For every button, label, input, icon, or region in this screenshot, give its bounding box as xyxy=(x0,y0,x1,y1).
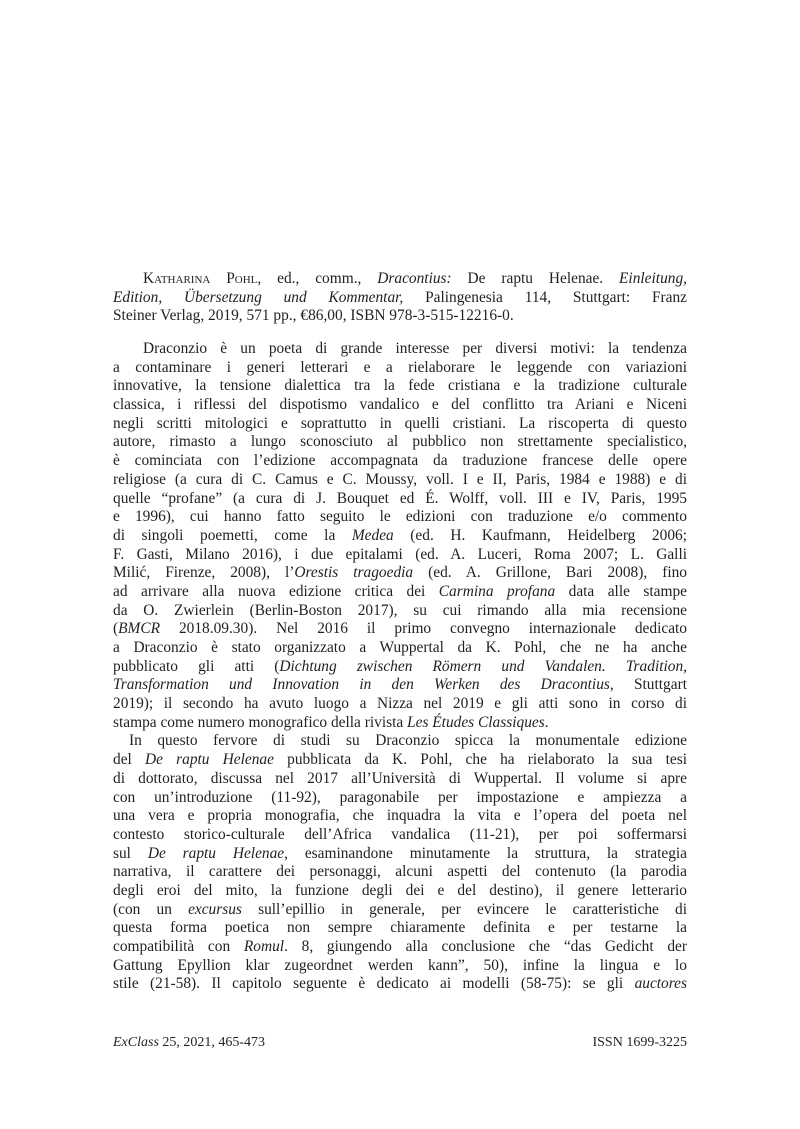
paragraph-line xyxy=(113,583,687,602)
italic-text: Transformation und Innovation in den Werken des Dracontius xyxy=(113,676,610,694)
paragraph-line xyxy=(113,957,687,976)
paragraph-line xyxy=(113,527,687,546)
italic-text: Dracontius: xyxy=(377,270,452,287)
text-segment: pubblicata da K. Pohl, che ha rielaborato la sua tesi xyxy=(273,751,687,769)
italic-text: Dichtung zwischen Römern und Vandalen. Tradition, xyxy=(279,657,688,675)
text-segment: di dottorato, discussa nel 2017 all’Università di Wuppertal. Il volume si apre xyxy=(113,769,687,787)
text-segment: ( xyxy=(113,620,119,638)
paragraph-line xyxy=(113,658,687,677)
header-line xyxy=(113,270,687,289)
paragraph-line xyxy=(113,377,687,396)
text-segment: stile (21-58). Il capitolo seguente è dedicato ai modelli (58-75): se gli xyxy=(113,975,635,993)
journal-name: ExClass xyxy=(113,1035,159,1050)
paragraph-line xyxy=(113,845,687,864)
text-segment: Gattung Epyllion klar zugeordnet werden kann”, 50), infine la lingua e lo xyxy=(113,956,687,974)
italic-text: Medea xyxy=(351,526,394,544)
text-segment: a Draconzio è stato organizzato a Wuppertal da K. Pohl, che ne ha anche xyxy=(113,639,687,656)
paragraph-line xyxy=(113,807,687,826)
review-body xyxy=(113,340,687,994)
paragraph-line xyxy=(113,415,687,434)
paragraph-line xyxy=(113,732,687,751)
text-segment: De raptu Helenae. xyxy=(451,270,620,287)
italic-text: auctores xyxy=(634,975,687,993)
paragraph-line xyxy=(113,938,687,957)
paragraph-line xyxy=(113,714,687,733)
issn: ISSN 1699-3225 xyxy=(592,1035,687,1050)
paragraph-line xyxy=(113,452,687,471)
text-segment: narrativa, il carattere dei personaggi, alcuni aspetti del contenuto (la parodia xyxy=(113,863,687,881)
text-segment: Steiner Verlag, 2019, 571 pp., €86,00, ISBN 978-3-515-12216-0. xyxy=(113,307,514,325)
text-segment: autore, rimasto a lungo sconosciuto al pubblico non strettamente specialistico, xyxy=(113,433,687,451)
text-segment: In questo fervore di studi su Draconzio spicca la monumentale edizione xyxy=(129,732,687,750)
paragraph-line xyxy=(113,620,687,639)
text-segment: a contaminare i generi letterari e a rielaborare le leggende con variazioni xyxy=(113,358,687,376)
paragraph-line xyxy=(113,490,687,509)
text-segment: data alle stampe xyxy=(555,582,687,600)
paragraph-line xyxy=(113,564,687,583)
text-segment: Milić, Firenze, 2008), l’ xyxy=(113,564,295,582)
italic-text: De raptu Helenae xyxy=(147,844,285,862)
paragraph-line xyxy=(113,396,687,415)
text-segment: questa forma poetica non sempre chiaramente definita e per testarne la xyxy=(113,919,687,937)
text-segment: , Stuttgart xyxy=(609,676,687,694)
italic-text: De raptu Helenae xyxy=(145,751,274,769)
paragraph-line xyxy=(113,919,687,938)
text-segment: contesto storico-culturale dell’Africa vandalica (11-21), per poi soffermarsi xyxy=(113,825,687,843)
paragraph xyxy=(113,340,687,732)
text-segment: Draconzio è un poeta di grande interesse per diversi motivi: la tendenza xyxy=(143,340,687,357)
text-segment: religiose (a cura di C. Camus e C. Moussy, voll. I e II, Paris, 1984 e 1988) e di xyxy=(113,470,687,488)
paragraph-line xyxy=(113,975,687,994)
review-bibliographic-header xyxy=(113,270,687,326)
author-name: Katharina Pohl xyxy=(143,270,258,287)
text-segment: e 1996), cui hanno fatto seguito le edizioni con traduzione e/o commento xyxy=(113,508,687,526)
text-segment: innovative, la tensione dialettica tra la fede cristiana e la tradizione culturale xyxy=(113,377,687,395)
text-segment: da O. Zwierlein (Berlin-Boston 2017), su cui rimando alla mia recensione xyxy=(113,601,687,619)
paragraph-line xyxy=(113,602,687,621)
paragraph-line xyxy=(113,508,687,527)
paragraph-line xyxy=(113,882,687,901)
journal-citation xyxy=(113,1034,265,1052)
paragraph-line xyxy=(113,695,687,714)
paragraph xyxy=(113,732,687,994)
paragraph-line xyxy=(113,359,687,378)
text-segment: , esaminandone minutamente la struttura, la strategia xyxy=(284,844,687,862)
italic-text: Orestis tragoedia xyxy=(294,564,414,582)
text-segment: (con un xyxy=(113,900,189,918)
paragraph-line xyxy=(113,639,687,658)
text-segment: una vera e propria monografia, che inquadra la vita e l’opera del poeta nel xyxy=(113,807,687,825)
text-segment: 2019); il secondo ha avuto luogo a Nizza nel 2019 e gli atti sono in corso di xyxy=(113,695,687,713)
paragraph-line xyxy=(113,789,687,808)
paragraph-line xyxy=(113,471,687,490)
text-segment: Palingenesia 114, Stuttgart: Franz xyxy=(403,288,687,306)
text-segment: . 8, giungendo alla conclusione che “das Gedicht der xyxy=(284,938,687,955)
text-segment: del xyxy=(113,751,145,769)
text-segment: sul xyxy=(113,844,148,862)
italic-text: excursus xyxy=(188,900,242,918)
paragraph-line xyxy=(113,340,687,359)
text-segment: negli scritti mitologici e soprattutto in quelli cristiani. La riscoperta di questo xyxy=(113,414,687,432)
italic-text: Einleitung, xyxy=(619,270,687,287)
italic-text: Carmina profana xyxy=(438,582,556,600)
paragraph-line xyxy=(113,546,687,565)
paragraph-line xyxy=(113,770,687,789)
paragraph-line xyxy=(113,826,687,845)
italic-text: BMCR xyxy=(118,620,161,638)
italic-text: Edition, Übersetzung und Kommentar, xyxy=(113,288,404,306)
text-segment: . xyxy=(544,713,549,731)
paragraph-line xyxy=(113,751,687,770)
volume-pages: 25, 2021, 465-473 xyxy=(158,1035,266,1050)
text-segment: con un’introduzione (11-92), paragonabile per impostazione e ampiezza a xyxy=(113,788,687,806)
text-segment: pubblicato gli atti ( xyxy=(113,657,280,675)
text-segment: classica, i riflessi del dispotismo vandalico e del conflitto tra Ariani e Niceni xyxy=(113,396,687,414)
text-segment: quelle “profane” (a cura di J. Bouquet ed É. Wolff, voll. III e IV, Paris, 1995 xyxy=(113,489,687,507)
italic-text: Romul xyxy=(243,938,285,955)
text-segment: compatibilità con xyxy=(113,938,244,955)
text-segment: (ed. A. Grillone, Bari 2008), fino xyxy=(413,564,687,582)
text-segment: di singoli poemetti, come la xyxy=(113,526,352,544)
text-segment: sull’epillio in generale, per evincere le caratteristiche di xyxy=(241,900,687,918)
paragraph-line xyxy=(113,433,687,452)
text-segment: F. Gasti, Milano 2016), i due epitalami (ed. A. Luceri, Roma 2007; L. Galli xyxy=(113,545,687,563)
text-segment: degli eroi del mito, la funzione degli dei e del destino), il genere letterario xyxy=(113,881,687,899)
text-segment: stampa come numero monografico della rivista xyxy=(113,713,408,731)
paragraph-line xyxy=(113,901,687,920)
paragraph-line xyxy=(113,676,687,695)
page-footer xyxy=(113,1034,687,1052)
italic-text: Les Études Classiques xyxy=(407,713,545,731)
text-segment: è cominciata con l’edizione accompagnata da traduzione francese delle opere xyxy=(113,452,687,470)
text-segment: , ed., comm., xyxy=(257,270,378,287)
header-line xyxy=(113,307,687,326)
paragraph-line xyxy=(113,863,687,882)
text-segment: ad arrivare alla nuova edizione critica dei xyxy=(113,582,439,600)
text-segment: (ed. H. Kaufmann, Heidelberg 2006; xyxy=(393,526,687,544)
text-segment: 2018.09.30). Nel 2016 il primo convegno internazionale dedicato xyxy=(160,620,687,638)
header-line xyxy=(113,289,687,308)
